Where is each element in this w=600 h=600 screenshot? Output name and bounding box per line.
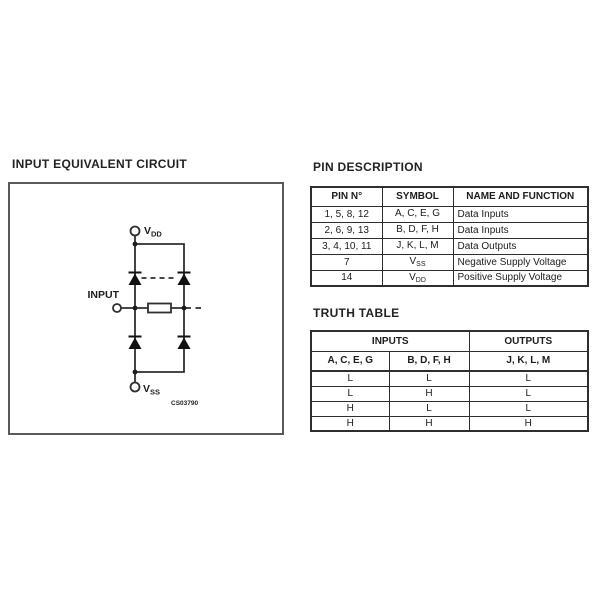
symbol-cell: $V_{SS}$ bbox=[382, 254, 453, 270]
vss-terminal bbox=[131, 383, 140, 392]
symbol-cell: B, D, F, H bbox=[382, 222, 453, 238]
pin-cell: 3, 4, 10, 11 bbox=[311, 238, 382, 254]
circuit-section-title: INPUT EQUIVALENT CIRCUIT bbox=[12, 157, 187, 171]
symbol-header: SYMBOL bbox=[382, 187, 453, 206]
junction-dot bbox=[133, 242, 138, 247]
vss-label: $V_{SS}$ bbox=[143, 383, 161, 397]
outputs-group-header: OUTPUTS bbox=[469, 331, 588, 351]
circuit-figure-frame bbox=[8, 182, 284, 435]
truth-table-group-header-row bbox=[311, 331, 588, 351]
logic-cell: H bbox=[469, 416, 588, 431]
output-col-header: J, K, L, M bbox=[469, 351, 588, 371]
junction-dot bbox=[182, 306, 187, 311]
pin-table-header-row bbox=[311, 187, 588, 206]
table-row bbox=[311, 222, 588, 238]
junction-dot bbox=[133, 306, 138, 311]
logic-cell: L bbox=[311, 371, 389, 386]
table-row bbox=[311, 416, 588, 431]
pin-description-table bbox=[310, 186, 589, 287]
logic-cell: H bbox=[311, 416, 389, 431]
pin-description-title: PIN DESCRIPTION bbox=[313, 160, 423, 174]
table-row bbox=[311, 401, 588, 416]
pin-cell: 14 bbox=[311, 270, 382, 286]
logic-cell: H bbox=[389, 386, 469, 401]
logic-cell: L bbox=[469, 371, 588, 386]
name-function-header: NAME AND FUNCTION bbox=[453, 187, 588, 206]
truth-table-column-header-row bbox=[311, 351, 588, 371]
series-resistor bbox=[148, 304, 171, 313]
logic-cell: L bbox=[469, 401, 588, 416]
function-cell: Negative Supply Voltage bbox=[453, 254, 588, 270]
logic-cell: L bbox=[389, 371, 469, 386]
logic-cell: L bbox=[469, 386, 588, 401]
top-right-protection-diode bbox=[178, 273, 191, 286]
table-row bbox=[311, 238, 588, 254]
input-col-header: B, D, F, H bbox=[389, 351, 469, 371]
pin-cell: 1, 5, 8, 12 bbox=[311, 206, 382, 222]
vdd-label: $V_{DD}$ bbox=[144, 225, 162, 239]
inputs-group-header: INPUTS bbox=[311, 331, 469, 351]
logic-cell: L bbox=[389, 401, 469, 416]
logic-cell: H bbox=[389, 416, 469, 431]
input-label: INPUT bbox=[87, 289, 119, 301]
truth-table bbox=[310, 330, 589, 432]
function-cell: Data Outputs bbox=[453, 238, 588, 254]
junction-dot bbox=[133, 370, 138, 375]
table-row bbox=[311, 371, 588, 386]
symbol-cell: J, K, L, M bbox=[382, 238, 453, 254]
truth-table-title: TRUTH TABLE bbox=[313, 306, 400, 320]
pin-cell: 7 bbox=[311, 254, 382, 270]
pin-number-header: PIN N° bbox=[311, 187, 382, 206]
top-left-protection-diode bbox=[129, 273, 142, 286]
symbol-cell: $V_{DD}$ bbox=[382, 270, 453, 286]
input-equivalent-circuit-diagram bbox=[10, 184, 282, 433]
vdd-terminal bbox=[131, 227, 140, 236]
figure-code: CS03790 bbox=[171, 400, 199, 407]
input-terminal bbox=[113, 304, 121, 312]
bottom-right-protection-diode bbox=[178, 337, 191, 350]
logic-cell: H bbox=[311, 401, 389, 416]
table-row bbox=[311, 206, 588, 222]
function-cell: Data Inputs bbox=[453, 206, 588, 222]
function-cell: Positive Supply Voltage bbox=[453, 270, 588, 286]
table-row bbox=[311, 386, 588, 401]
bottom-left-protection-diode bbox=[129, 337, 142, 350]
pin-cell: 2, 6, 9, 13 bbox=[311, 222, 382, 238]
function-cell: Data Inputs bbox=[453, 222, 588, 238]
table-row bbox=[311, 270, 588, 286]
symbol-cell: A, C, E, G bbox=[382, 206, 453, 222]
table-row bbox=[311, 254, 588, 270]
logic-cell: L bbox=[311, 386, 389, 401]
input-col-header: A, C, E, G bbox=[311, 351, 389, 371]
